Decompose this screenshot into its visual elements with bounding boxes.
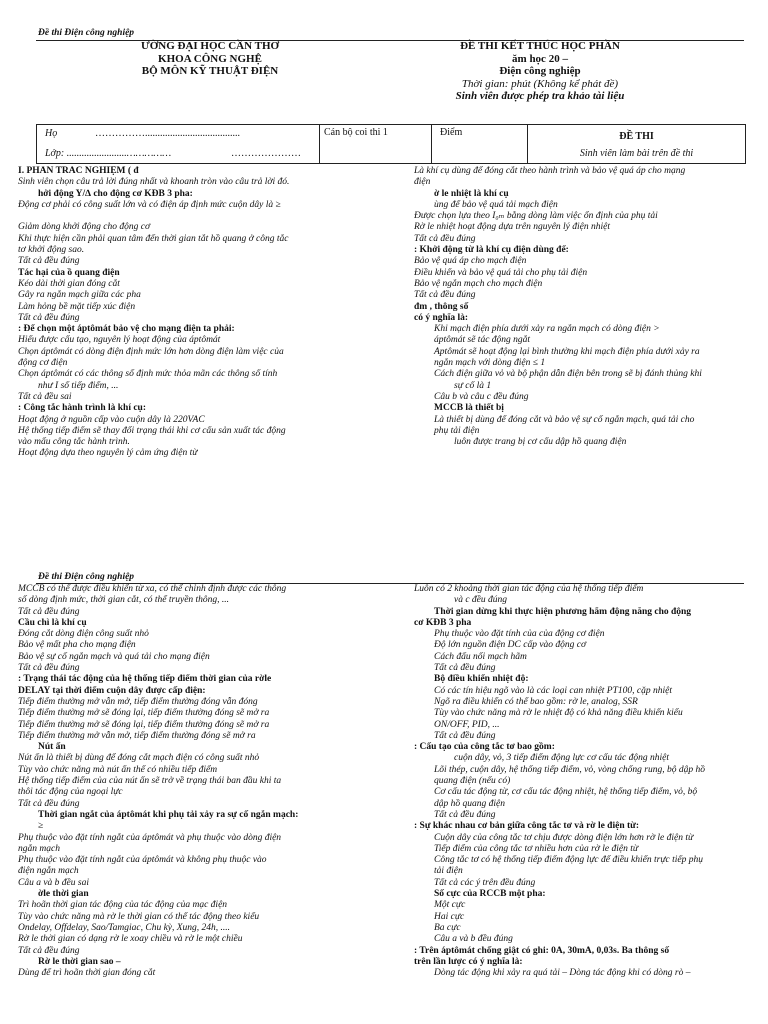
answer-line: Bảo vệ sự cố ngắn mạch và quá tải cho mạng điện (18, 651, 210, 662)
answer-line: tơ khởi động sao. (18, 245, 85, 256)
department-name: BỘ MÔN KỸ THUẬT ĐIỆN (141, 65, 279, 77)
answer-line: Có các tín hiệu ngõ vào là các loại can nhiệt PT100, cặp nhiệt (434, 685, 672, 696)
answer-line: sự cố là 1 (454, 380, 492, 391)
question-line: : Khởi động từ là khí cụ điện dùng để: (414, 245, 569, 256)
answer-line: Kéo dài thời gian đóng cắt (18, 278, 120, 289)
answer-line: Phụ thuộc vào đặt tính ngắt của áptômát và không phụ thuộc vào (18, 855, 267, 866)
answer-line: Lõi thép, cuộn dây, hệ thống tiếp điểm, vỏ, vòng chống rung, bộ dập hồ (434, 764, 705, 775)
answer-line: như I số tiếp điểm, ... (38, 380, 119, 391)
answer-line: Bảo vệ quá áp cho mạch điện (414, 256, 527, 267)
answer-line (18, 211, 358, 222)
question-line: : Trên áptômát chống giật có ghi: 0A, 30mA, 0,03s. Ba thông số (414, 945, 670, 956)
answer-line: số dòng định mức, thời gian cắt, có thể truyền thông, ... (18, 595, 230, 606)
exam-title: ĐỀ THI KẾT THÚC HỌC PHẦN (460, 40, 620, 52)
question-line: : Công tắc hành trình là khí cụ: (18, 403, 147, 414)
page1-left-column (18, 166, 358, 460)
answer-line: Tùy vào chức năng mà rờ le thời gian có thể tác động theo kiểu (18, 911, 260, 922)
answer-line: Phụ thuộc vào đặt tính ngắt của áptômát và phụ thuộc vào dòng điện (18, 832, 282, 843)
answer-line: Tùy vào chức năng mà rờ le nhiệt độ có khả năng điều khiển kiểu (434, 708, 683, 719)
answer-line: Ngõ ra điều khiển có thể bao gồm: rờ le, analog, SSR (434, 696, 638, 707)
answer-line: Tất cả các ý trên đều đúng (434, 877, 536, 888)
answer-line: thôi tác động của ngoại lực (18, 787, 123, 798)
answer-line: cuộn dây, vỏ, 3 tiếp điểm động lực cơ cấu tác động nhiệt (454, 753, 669, 764)
answer-line: Dòng tác động khi xảy ra quá tải – Dòng tác động khi có dòng rò – (434, 968, 691, 979)
answer-line: Hệ thống tiếp điểm của của nút ấn sẽ trở về trạng thái ban đầu khi ta (18, 776, 282, 787)
question-line: I. PHẦN TRẮC NGHIỆM ( đ (18, 166, 139, 176)
answer-line: Tất cả đều sai (18, 391, 72, 402)
answer-line: Ba cực (434, 922, 461, 933)
answer-line: Luôn có 2 khoảng thời gian tác động của hệ thống tiếp điểm (414, 584, 644, 594)
exam-time: Thời gian: phút (Không kể phát đề) (461, 77, 619, 90)
question-line: : Trạng thái tác động của hệ thống tiếp điểm thời gian của rờle (18, 674, 272, 685)
question-line: đm , thông số (414, 301, 469, 312)
answer-line: động cơ điện (18, 358, 68, 369)
answer-line: Câu a và b đều sai (18, 877, 89, 888)
class-field-extra: ………………… (231, 148, 301, 159)
question-line: ờ le nhiệt là khí cụ (434, 188, 509, 199)
running-title-page2: Đề thi Điện công nghiệp (38, 572, 135, 582)
answer-line: Tất cả đều đúng (18, 945, 80, 956)
answer-line: Chọn áptômát có các thông số định mức thỏa mãn các thông số tính (18, 369, 278, 380)
answer-line: Cuộn dây của công tắc tơ chịu được dòng điện lớn hơn rờ le điện từ (434, 832, 694, 843)
answer-line: Câu b và câu c đều đúng (434, 391, 529, 402)
answer-line: Câu a và b đều đúng (434, 934, 513, 945)
answer-line: Điều khiển và bảo vệ quá tải cho phụ tải điện (414, 267, 588, 278)
question-line: Thời gian dừng khi thực hiện phương hãm động năng cho động (434, 606, 692, 617)
answer-line: ngắn mạch (18, 843, 60, 854)
answer-line: Tất cả đều đúng (414, 290, 476, 301)
question-line: Rờ le thời gian sao – (38, 956, 121, 967)
answer-line: Công tắc tơ có hệ thống tiếp điểm động lực để điều khiển trực tiếp phụ (434, 855, 703, 866)
answer-line: Bảo vệ ngắn mạch cho mạch điện (414, 278, 543, 289)
answer-line: Khi thực hiện cần phải quan tâm đến thời gian tắt hồ quang ở công tắc (18, 233, 289, 244)
answer-line: và c đều đúng (454, 595, 508, 606)
answer-line: Tiếp điểm thường mở vẫn mở, tiếp điểm thường đóng vẫn đóng (18, 696, 258, 707)
exam-cell (527, 125, 745, 163)
question-line: : Cấu tạo của công tắc tơ bao gồm: (414, 742, 555, 753)
answer-line: Làm hỏng bề mặt tiếp xúc điện (18, 301, 136, 312)
answer-line: Hai cực (434, 911, 465, 922)
answer-line: MCCB có thể được điều khiển từ xa, có thể chỉnh định được các thông (18, 584, 287, 594)
answer-line: ùng để bảo vệ quá tải mạch điện (434, 199, 558, 210)
answer-line: Tiếp điểm thường mở sẽ đóng lại, tiếp điểm thường đóng sẽ mở ra (18, 708, 270, 719)
answer-line: dập hồ quang điện (434, 798, 505, 809)
answer-line: Độ lớn nguồn điện DC cấp vào động cơ (434, 640, 587, 651)
university-header (115, 40, 305, 78)
exam-subject: Điện công nghiệp (499, 65, 581, 77)
answer-line: Là khí cụ dùng để đóng cắt theo hành trình và bảo vệ quá áp cho mạng (414, 166, 686, 176)
answer-line: Dùng để trì hoãn thời gian đóng cắt (18, 968, 156, 979)
student-info-box (36, 124, 746, 164)
answer-line: Tất cả đều đúng (414, 233, 476, 244)
answer-line: Hệ thống tiếp điểm sẽ thay đổi trạng thái khi cơ cấu sản xuất tác động (18, 425, 286, 436)
answer-line: Nút ấn là thiết bị dùng để đóng cắt mạch điện có công suất nhỏ (18, 753, 260, 764)
answer-line: Tất cả đều đúng (18, 606, 80, 617)
answer-line: Tiếp điểm thường mở vẫn mở, tiếp điểm thường đóng sẽ mở ra (18, 730, 256, 741)
question-line: Tác hại của ồ quang điện (18, 267, 120, 278)
class-label[interactable]: Lớp: ........................…………… (45, 148, 172, 159)
answer-line: Chọn áptômát có dòng điện định mức lớn hơn dòng điện làm việc của (18, 346, 284, 357)
page2-right-column (414, 584, 754, 979)
answer-line: Là thiết bị dùng để đóng cắt và bảo vệ sự cố ngắn mạch, quá tải cho (434, 414, 695, 425)
answer-line: Hiểu được cấu tạo, nguyên lý hoạt động của áptômát (18, 335, 221, 346)
score-cell (431, 125, 527, 163)
answer-line: Tiếp điểm của công tắc tơ nhiều hơn của rờ le điện từ (434, 843, 639, 854)
exam-year: ăm học 20 – (512, 52, 568, 65)
question-line: ờle thời gian (38, 889, 89, 900)
name-label: Họ (45, 128, 58, 139)
exam-label: ĐỀ THI (619, 131, 654, 142)
question-line: trên lần lược có ý nghĩa là: (414, 956, 523, 967)
answer-line: Áptômát sẽ hoạt động lại bình thường khi mạch điện phía dưới xảy ra (434, 346, 700, 357)
running-title: Đề thi Điện công nghiệp (38, 28, 135, 38)
question-line: Số cực của RCCB một pha: (434, 889, 546, 900)
answer-line: Cách điện giữa vỏ và bộ phận dẫn điện bên trong sẽ bị đánh thủng khi (434, 369, 702, 380)
answer-line: Trì hoãn thời gian tác động của tác động của mạc điện (18, 900, 228, 911)
question-line: có ý nghĩa là: (414, 312, 469, 323)
answer-line: Rờ le nhiệt hoạt động dựa trên nguyên lý điện nhiệt (414, 222, 610, 233)
answer-line: Tất cả đều đúng (18, 312, 80, 323)
score-label: Điểm (440, 127, 463, 138)
answer-line: Động cơ phải có công suất lớn và có điện áp định mức cuộn dây là ≥ (18, 199, 281, 210)
question-line: Nút ấn (38, 742, 66, 753)
answer-line: Tiếp điểm thường mở sẽ đóng lại, tiếp điểm thường đóng sẽ mở ra (18, 719, 270, 730)
answer-line: Cách đấu nối mạch hãm (434, 651, 527, 662)
answer-line: Ondelay, Offdelay, Sao/Tamgiac, Chu kỳ, Xung, 24h, .... (18, 922, 231, 933)
question-line: cơ KĐB 3 pha (414, 617, 472, 628)
answer-line: Tùy vào chức năng mà nút ấn thể có nhiều tiếp điểm (18, 764, 218, 775)
exam-header (440, 40, 640, 103)
name-field[interactable]: ……………...................................... (95, 128, 240, 139)
answer-line: phụ tải điện (434, 425, 480, 436)
answer-line: Bảo vệ mất pha cho mạng điện (18, 640, 136, 651)
question-line: : Để chọn một áptômát bảo vệ cho mạng điện ta phải: (18, 324, 235, 335)
answer-line: vào mấu công tắc hành trình. (18, 437, 130, 448)
answer-line: Giảm dòng khởi động cho động cơ (18, 222, 151, 233)
answer-line: ON/OFF, PID, ... (434, 719, 500, 730)
question-line: : Sự khác nhau cơ bản giữa công tắc tơ và rờ le điện từ: (414, 821, 640, 832)
answer-line: điện (414, 177, 431, 188)
answer-line: Hoạt động ở nguồn cấp vào cuộn dây là 220VAC (18, 414, 205, 425)
exam-note: Sinh viên được phép tra khảo tài liệu (455, 90, 625, 102)
answer-line: Đóng cắt dòng điện công suất nhỏ (18, 629, 149, 640)
answer-line: Gây ra ngắn mạch giữa các pha (18, 290, 141, 301)
question-line: DELAY tại thời điểm cuộn dây được cấp điện: (18, 685, 206, 696)
answer-line: luôn được trang bị cơ cấu dập hồ quang điện (454, 437, 627, 448)
question-line: Bộ điều khiển nhiệt độ: (434, 674, 529, 685)
answer-line: Tất cả đều đúng (18, 798, 80, 809)
proctor-label: Cán bộ coi thi 1 (324, 127, 388, 138)
answer-line: Sinh viên chọn câu trả lời đúng nhất và khoanh tròn vào câu trả lời đó. (18, 177, 290, 188)
answer-line: Tất cả đều đúng (434, 663, 496, 674)
proctor-cell (319, 125, 431, 163)
answer-line: Một cực (434, 900, 466, 911)
answer-line: ≥ (38, 821, 44, 832)
question-line: Cầu chì là khí cụ (18, 617, 87, 628)
answer-line: Khi mạch điện phía dưới xảy ra ngắn mạch có dòng điện > (434, 324, 660, 335)
answer-line: Tất cả đều đúng (18, 256, 80, 267)
answer-line: Được chọn lựa theo I₀ₘ bằng dòng làm việc ổn định của phụ tải (414, 211, 658, 222)
page1-right-column (414, 166, 754, 448)
answer-line: Tất cả đều đúng (434, 730, 496, 741)
answer-line: điện ngắn mạch (18, 866, 79, 877)
answer-line: quang điện (nếu có) (434, 776, 511, 787)
question-line: hởi động Y/∆ cho động cơ KĐB 3 pha: (38, 188, 193, 199)
question-line: MCCB là thiết bị (434, 403, 504, 414)
university-name: ƯỜNG ĐẠI HỌC CẦN THƠ (140, 40, 280, 52)
answer-line: áptômát sẽ tác động ngắt (434, 335, 531, 346)
answer-line: Hoạt động dựa theo nguyên lý cảm ứng điện từ (18, 448, 198, 459)
answer-line: Rờ le thời gian có dạng rờ le xoay chiều và rờ le một chiều (18, 934, 243, 945)
answer-line: Cơ cấu tác động từ, cơ cấu tác động nhiệt, hệ thống tiếp điểm, vỏ, bộ (434, 787, 698, 798)
answer-line: Tất cả đều đúng (434, 809, 496, 820)
answer-line: tải điện (434, 866, 463, 877)
faculty-name: KHOA CÔNG NGHỆ (158, 52, 262, 65)
page2-left-column (18, 584, 358, 979)
exam-instructions: Sinh viên làm bài trên đề thi (579, 148, 694, 159)
answer-line: Tất cả đều đúng (18, 663, 80, 674)
answer-line: Phụ thuộc vào đặt tính của của động cơ điện (434, 629, 605, 640)
question-line: Thời gian ngắt của áptômát khi phụ tải xảy ra sự cố ngắn mạch: (38, 809, 299, 820)
answer-line: ngắn mạch với dòng điện ≤ 1 (434, 358, 546, 369)
